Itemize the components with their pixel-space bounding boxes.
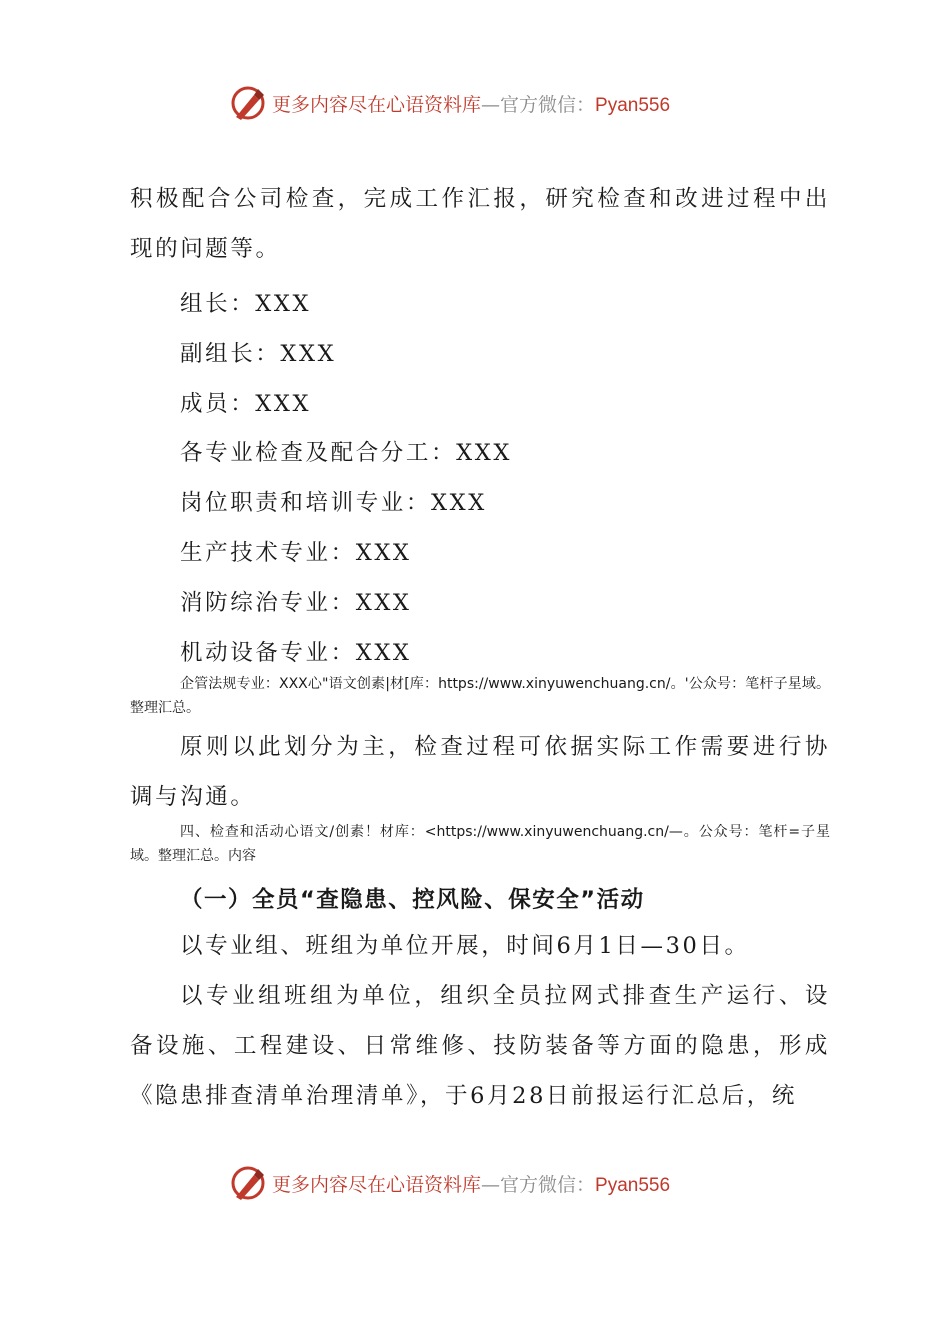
line-leader: 组长：XXX xyxy=(180,291,312,317)
pen-logo-icon xyxy=(228,1163,268,1203)
line-post-training: 岗位职责和培训专业：XXX xyxy=(180,490,487,516)
paragraph-cooperate: 积极配合公司检查，完成工作汇报，研究检查和改进过程中出现的问题等。 xyxy=(130,186,830,262)
note-section-four: 四、检查和活动心语文/创素！材库：<https://www.xinyuwenchuang.cn/—。公众号：笔杆=子星域。整理汇总。内容 xyxy=(130,824,830,864)
line-production-tech: 生产技术专业：XXX xyxy=(180,540,412,566)
paragraph-principle: 原则以此划分为主，检查过程可依据实际工作需要进行协调与沟通。 xyxy=(130,734,830,810)
banner-text: 更多内容尽在心语资料库—官方微信：Pyan556 xyxy=(272,1174,671,1196)
line-vice-leader: 副组长：XXX xyxy=(180,341,337,367)
pen-logo-icon xyxy=(228,83,268,123)
line-fire-security: 消防综治专业：XXX xyxy=(180,590,412,616)
line-mechanical: 机动设备专业：XXX xyxy=(180,640,412,666)
footer-banner xyxy=(0,1163,950,1203)
line-members: 成员：XXX xyxy=(180,391,312,417)
header-banner xyxy=(0,83,950,123)
note-management: 企管法规专业：XXX心"语文创素|材[库：https://www.xinyuwenchuang.cn/。'公众号：笔杆子星域。整理汇总。 xyxy=(130,676,830,716)
paragraph-time: 以专业组、班组为单位开展，时间6月1日—30日。 xyxy=(180,933,750,959)
section-heading: （一）全员“查隐患、控风险、保安全”活动 xyxy=(180,887,645,913)
paragraph-investigation: 以专业组班组为单位，组织全员拉网式排查生产运行、设备设施、工程建设、日常维修、技防装备等方面的隐患，形成《隐患排查清单治理清单》，于6月28日前报运行汇总后，统 xyxy=(130,983,830,1109)
line-division: 各专业检查及配合分工：XXX xyxy=(180,440,512,466)
banner-text: 更多内容尽在心语资料库—官方微信：Pyan556 xyxy=(272,94,671,116)
